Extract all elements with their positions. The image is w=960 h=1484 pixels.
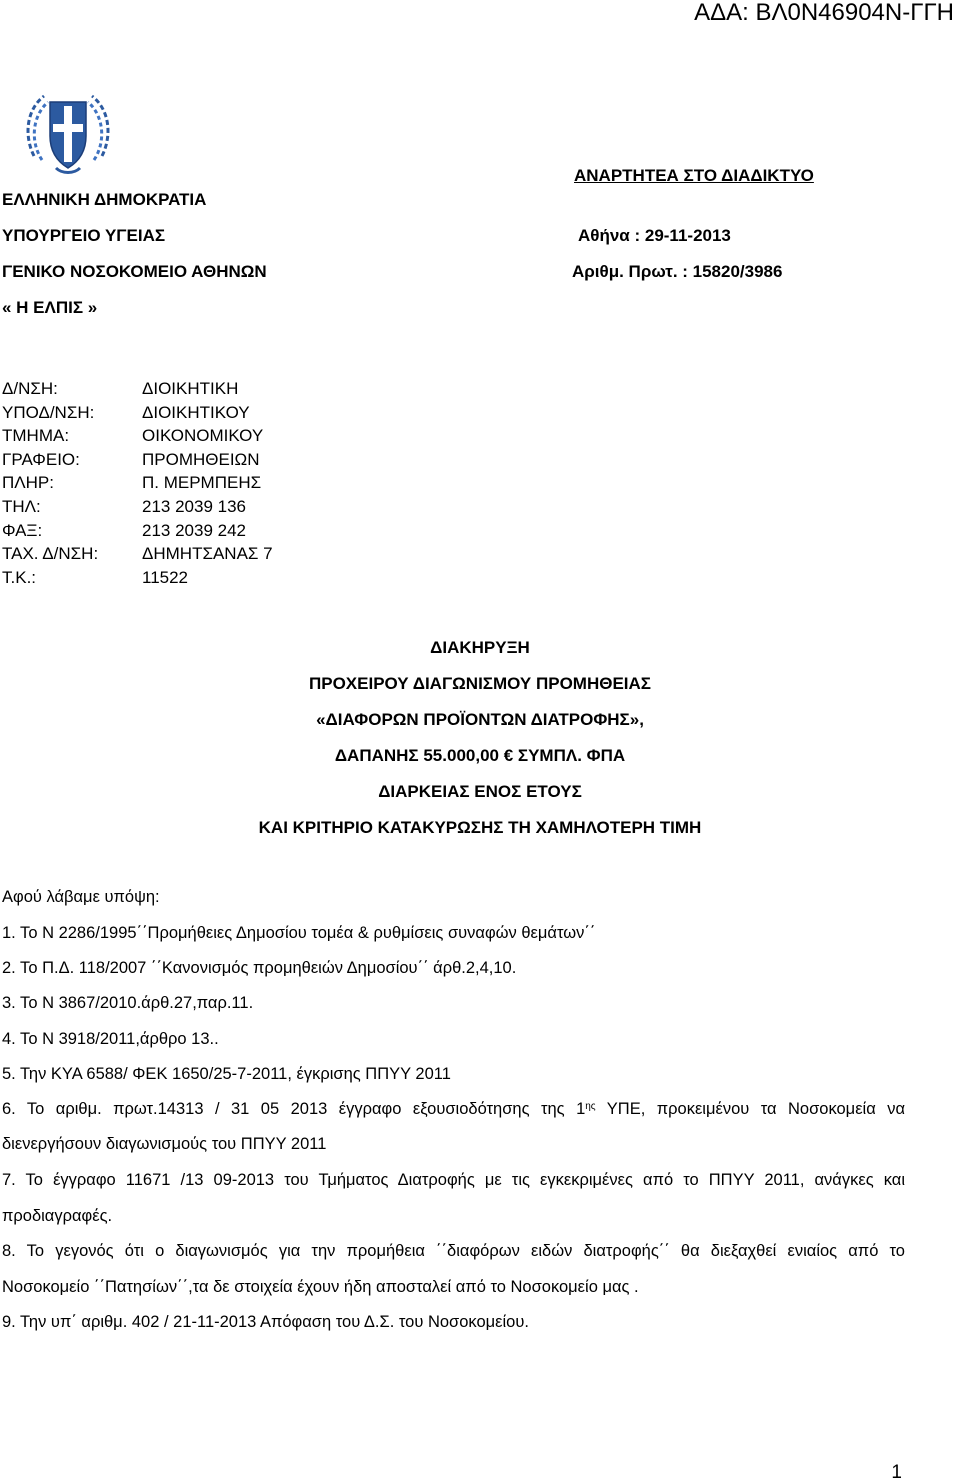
list-item: 9. Την υπ΄ αριθμ. 402 / 21-11-2013 Απόφαση του Δ.Σ. του Νοσοκομείου. bbox=[2, 1313, 529, 1331]
title-line: «ΔΙΑΦΟΡΩΝ ΠΡΟΪΟΝΤΩΝ ΔΙΑΤΡΟΦΗΣ», bbox=[316, 710, 644, 729]
hospital-label: ΓΕΝΙΚΟ ΝΟΣΟΚΟΜΕΙΟ ΑΘΗΝΩΝ bbox=[2, 262, 267, 281]
info-row: Δ/ΝΣΗ: ΔΙΟΙΚΗΤΙΚΗ bbox=[2, 379, 239, 398]
considering-intro: Αφού λάβαμε υπόψη: bbox=[2, 888, 160, 906]
page-number: 1 bbox=[891, 1462, 902, 1483]
list-item: 2. Το Π.Δ. 118/2007 ΄΄Κανονισμός προμηθειών Δημοσίου΄΄ άρθ.2,4,10. bbox=[2, 959, 517, 977]
ministry-label: ΥΠΟΥΡΓΕΙΟ ΥΓΕΙΑΣ bbox=[2, 226, 166, 245]
info-row: ΠΛΗΡ: Π. ΜΕΡΜΠΕΗΣ bbox=[2, 473, 262, 493]
republic-label: ΕΛΛΗΝΙΚΗ ΔΗΜΟΚΡΑΤΙΑ bbox=[2, 190, 207, 209]
list-item: 1. Το Ν 2286/1995΄΄Προμήθειες Δημοσίου τομέα & ρυθμίσεις συναφών θεμάτων΄΄ bbox=[2, 924, 596, 942]
title-line: ΚΑΙ ΚΡΙΤΗΡΙΟ ΚΑΤΑΚΥΡΩΣΗΣ ΤΗ ΧΑΜΗΛΟΤΕΡΗ ΤΙΜΗ bbox=[258, 818, 702, 837]
ada-code: ΑΔΑ: ΒΛ0Ν46904Ν-ΓΓΗ bbox=[694, 0, 954, 26]
hospital-name: « Η ΕΛΠΙΣ » bbox=[2, 298, 98, 317]
title-line: ΔΙΑΡΚΕΙΑΣ ΕΝΟΣ ΕΤΟΥΣ bbox=[378, 782, 582, 801]
list-item-continuation: Νοσοκομείο ΄΄Πατησίων΄΄,τα δε στοιχεία έχουν ήδη αποσταλεί από το Νοσοκομείο μας . bbox=[2, 1278, 639, 1296]
posting-notice: ΑΝΑΡΤΗΤΕΑ ΣΤΟ ΔΙΑΔΙΚΤΥΟ bbox=[574, 166, 814, 185]
protocol-number: Αριθμ. Πρωτ. : 15820/3986 bbox=[572, 262, 783, 281]
list-item-continuation: διενεργήσουν διαγωνισμούς του ΠΠΥΥ 2011 bbox=[2, 1135, 327, 1153]
document-date: Αθήνα : 29-11-2013 bbox=[578, 226, 731, 245]
list-item-continuation: προδιαγραφές. bbox=[2, 1207, 113, 1225]
info-row: ΤΑΧ. Δ/ΝΣΗ: ΔΗΜΗΤΣΑΝΑΣ 7 bbox=[2, 544, 273, 564]
list-item: 5. Την ΚΥΑ 6588/ ΦΕΚ 1650/25-7-2011, έγκρισης ΠΠΥΥ 2011 bbox=[2, 1065, 451, 1083]
list-item: 3. Το Ν 3867/2010.άρθ.27,παρ.11. bbox=[2, 994, 254, 1012]
info-row: ΓΡΑΦΕΙΟ: ΠΡΟΜΗΘΕΙΩΝ bbox=[2, 449, 260, 469]
title-line: ΠΡΟΧΕΙΡΟΥ ΔΙΑΓΩΝΙΣΜΟΥ ΠΡΟΜΗΘΕΙΑΣ bbox=[308, 674, 652, 693]
contact-info bbox=[2, 377, 273, 589]
info-row: ΦΑΞ: 213 2039 242 bbox=[2, 520, 246, 540]
info-row: ΤΜΗΜΑ: ΟΙΚΟΝΟΜΙΚΟΥ bbox=[2, 426, 264, 446]
list-item: 7. Το έγγραφο 11671 /13 09-2013 του Τμήματος Διατροφής με τις εγκεκριμένες από το ΠΠΥΥ 2011, ανάγκες και bbox=[2, 1171, 905, 1189]
list-item: 6. Το αριθμ. πρωτ.14313 / 31 05 2013 έγγραφο εξουσιοδότησης της $1^{\eta\varsigma}$ ΥΠΕ, προκειμένου τα Νοσοκομεία να bbox=[2, 1100, 905, 1118]
info-row: Τ.Κ.: 11522 bbox=[2, 567, 189, 587]
list-item: 4. Το Ν 3918/2011,άρθρο 13.. bbox=[2, 1030, 219, 1048]
info-row: ΥΠΟΔ/ΝΣΗ: ΔΙΟΙΚΗΤΙΚΟΥ bbox=[2, 402, 250, 422]
title-line: ΔΑΠΑΝΗΣ 55.000,00 € ΣΥΜΠΛ. ΦΠΑ bbox=[334, 746, 626, 765]
list-item: 8. Το γεγονός ότι ο διαγωνισμός για την προμήθεια ΄΄διαφόρων ειδών διατροφής΄΄ θα διεξαχθεί ενιαίος από το bbox=[2, 1242, 905, 1260]
greek-coat-of-arms-icon bbox=[22, 86, 114, 178]
title-declaration: ΔΙΑΚΗΡΥΞΗ bbox=[430, 638, 530, 657]
info-row: ΤΗΛ: 213 2039 136 bbox=[2, 496, 246, 516]
